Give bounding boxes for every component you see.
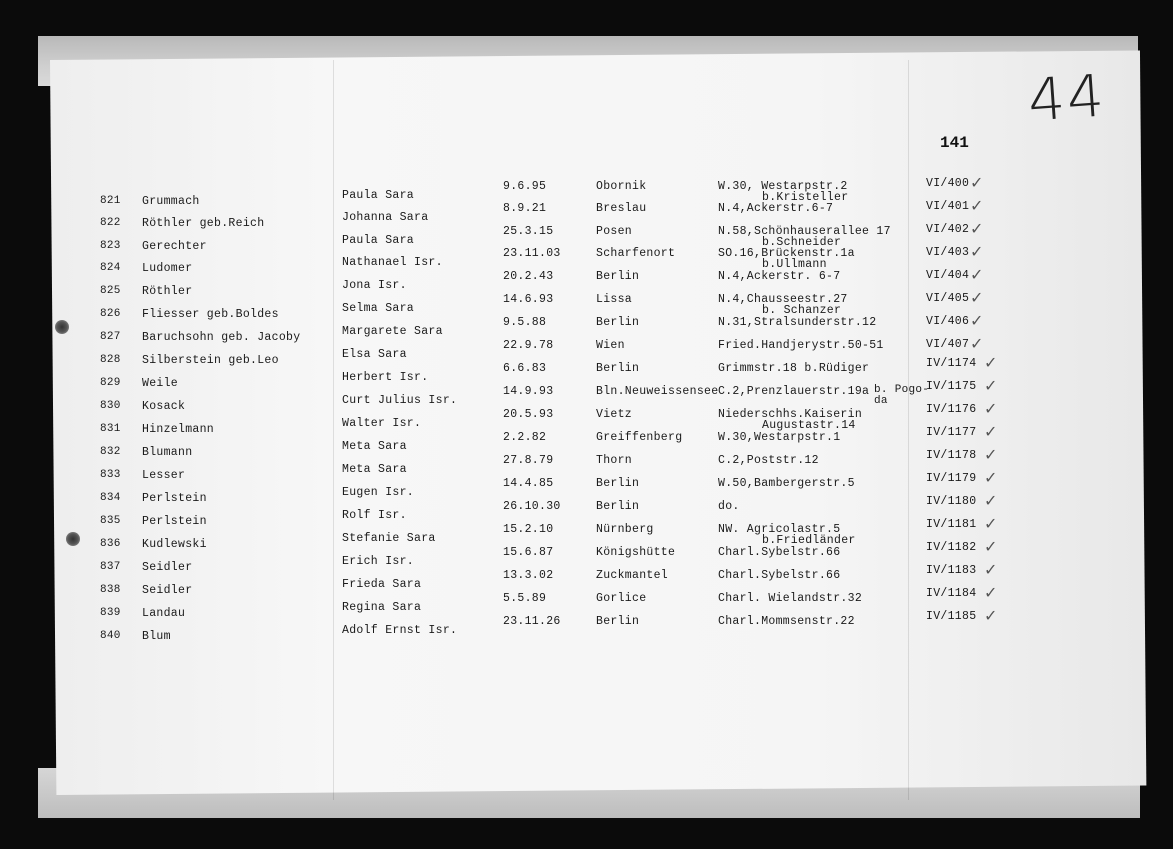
- surname-cell: Kudlewski: [142, 538, 207, 551]
- row-number: 831: [100, 423, 121, 435]
- check-mark-icon: ✓: [984, 491, 998, 510]
- surname-cell: Fliesser geb.Boldes: [142, 308, 279, 321]
- address-cell: N.31,Stralsunderstr.12: [718, 316, 877, 329]
- row-number: 832: [100, 446, 121, 458]
- row-number: 839: [100, 607, 121, 619]
- surname-cell: Röthler: [142, 285, 193, 298]
- birth-date-cell: 9.5.88: [503, 316, 547, 329]
- row-number: 821: [100, 195, 121, 207]
- given-name-cell: Erich Isr.: [342, 555, 415, 568]
- address-extra-cell: b.Friedländer: [762, 534, 856, 547]
- birth-place-cell: Gorlice: [596, 592, 647, 605]
- address-extra-cell: b.Kristeller: [762, 191, 849, 204]
- reference-cell: IV/1181: [926, 518, 977, 531]
- given-name-cell: Frieda Sara: [342, 578, 422, 591]
- birth-place-cell: Vietz: [596, 408, 633, 421]
- address-cell: NW. Agricolastr.5: [718, 523, 841, 536]
- reference-cell: IV/1185: [926, 610, 977, 623]
- address-cell: N.4,Chausseestr.27: [718, 293, 848, 306]
- address-cell: Grimmstr.18 b.Rüdiger: [718, 362, 870, 375]
- given-name-cell: Rolf Isr.: [342, 509, 407, 522]
- birth-place-cell: Wien: [596, 339, 625, 352]
- given-name-cell: Nathanael Isr.: [342, 256, 443, 269]
- birth-place-cell: Berlin: [596, 316, 640, 329]
- given-name-cell: Margarete Sara: [342, 325, 443, 338]
- reference-cell: IV/1178: [926, 449, 977, 462]
- birth-date-cell: 25.3.15: [503, 225, 554, 238]
- address-cell: Charl.Mommsenstr.22: [718, 615, 855, 628]
- check-mark-icon: ✓: [970, 288, 984, 307]
- given-name-cell: Adolf Ernst Isr.: [342, 624, 458, 637]
- reference-cell: IV/1176: [926, 403, 977, 416]
- check-mark-icon: ✓: [984, 583, 998, 602]
- given-name-cell: Elsa Sara: [342, 348, 407, 361]
- given-name-cell: Johanna Sara: [342, 211, 429, 224]
- surname-cell: Perlstein: [142, 515, 207, 528]
- address-extra-cell: b.Ullmann: [762, 258, 827, 271]
- given-name-cell: Regina Sara: [342, 601, 422, 614]
- address-extra-cell: b.Schneider: [762, 236, 842, 249]
- row-number: 826: [100, 308, 121, 320]
- check-mark-icon: ✓: [970, 311, 984, 330]
- check-mark-icon: ✓: [970, 242, 984, 261]
- check-mark-icon: ✓: [984, 560, 998, 579]
- given-name-cell: Selma Sara: [342, 302, 415, 315]
- address-cell: N.4,Ackerstr. 6-7: [718, 270, 841, 283]
- row-number: 833: [100, 469, 121, 481]
- birth-place-cell: Königshütte: [596, 546, 676, 559]
- surname-cell: Weile: [142, 377, 179, 390]
- address-cell: C.2,Poststr.12: [718, 454, 819, 467]
- address-cell: Charl. Wielandstr.32: [718, 592, 863, 605]
- row-number: 829: [100, 377, 121, 389]
- birth-place-cell: Bln.Neuweissensee: [596, 385, 719, 398]
- given-name-cell: Herbert Isr.: [342, 371, 429, 384]
- surname-cell: Röthler geb.Reich: [142, 217, 265, 230]
- birth-date-cell: 23.11.26: [503, 615, 561, 628]
- row-number: 824: [100, 262, 121, 274]
- check-mark-icon: ✓: [970, 334, 984, 353]
- surname-cell: Blumann: [142, 446, 193, 459]
- check-mark-icon: ✓: [984, 399, 998, 418]
- check-mark-icon: ✓: [970, 173, 984, 192]
- address-cell: C.2,Prenzlauerstr.19a: [718, 385, 870, 398]
- birth-date-cell: 6.6.83: [503, 362, 547, 375]
- surname-cell: Ludomer: [142, 262, 193, 275]
- check-mark-icon: ✓: [984, 422, 998, 441]
- given-name-cell: Curt Julius Isr.: [342, 394, 458, 407]
- birth-date-cell: 14.9.93: [503, 385, 554, 398]
- row-number: 836: [100, 538, 121, 550]
- given-name-cell: Meta Sara: [342, 463, 407, 476]
- handwritten-folio-number: 44: [1025, 61, 1109, 135]
- birth-date-cell: 20.5.93: [503, 408, 554, 421]
- surname-cell: Baruchsohn geb. Jacoby: [142, 331, 301, 344]
- row-number: 822: [100, 217, 121, 229]
- check-mark-icon: ✓: [984, 468, 998, 487]
- given-name-cell: Paula Sara: [342, 189, 415, 202]
- row-number: 834: [100, 492, 121, 504]
- birth-place-cell: Lissa: [596, 293, 633, 306]
- birth-date-cell: 14.4.85: [503, 477, 554, 490]
- birth-date-cell: 8.9.21: [503, 202, 547, 215]
- reference-cell: IV/1174: [926, 357, 977, 370]
- surname-cell: Blum: [142, 630, 171, 643]
- row-number: 837: [100, 561, 121, 573]
- birth-date-cell: 9.6.95: [503, 180, 547, 193]
- row-number: 825: [100, 285, 121, 297]
- check-mark-icon: ✓: [984, 445, 998, 464]
- address-cell: W.30,Westarpstr.1: [718, 431, 841, 444]
- surname-cell: Silberstein geb.Leo: [142, 354, 279, 367]
- address-cell: Charl.Sybelstr.66: [718, 569, 841, 582]
- surname-cell: Kosack: [142, 400, 186, 413]
- given-name-cell: Paula Sara: [342, 234, 415, 247]
- address-cell: N.4,Ackerstr.6-7: [718, 202, 834, 215]
- reference-cell: IV/1175: [926, 380, 977, 393]
- birth-date-cell: 15.2.10: [503, 523, 554, 536]
- surname-cell: Lesser: [142, 469, 186, 482]
- birth-date-cell: 27.8.79: [503, 454, 554, 467]
- reference-cell: VI/400: [926, 177, 970, 190]
- check-mark-icon: ✓: [970, 196, 984, 215]
- birth-place-cell: Greiffenberg: [596, 431, 683, 444]
- surname-cell: Grummach: [142, 195, 200, 208]
- birth-place-cell: Berlin: [596, 270, 640, 283]
- birth-date-cell: 22.9.78: [503, 339, 554, 352]
- address-cell: Charl.Sybelstr.66: [718, 546, 841, 559]
- birth-place-cell: Thorn: [596, 454, 633, 467]
- birth-place-cell: Zuckmantel: [596, 569, 669, 582]
- address-cell: W.50,Bambergerstr.5: [718, 477, 855, 490]
- reference-cell: IV/1179: [926, 472, 977, 485]
- birth-date-cell: 14.6.93: [503, 293, 554, 306]
- reference-cell: VI/406: [926, 315, 970, 328]
- reference-cell: VI/405: [926, 292, 970, 305]
- birth-place-cell: Posen: [596, 225, 633, 238]
- given-name-cell: Jona Isr.: [342, 279, 407, 292]
- address-cell: do.: [718, 500, 740, 513]
- birth-place-cell: Berlin: [596, 615, 640, 628]
- check-mark-icon: ✓: [970, 265, 984, 284]
- row-number: 830: [100, 400, 121, 412]
- birth-date-cell: 23.11.03: [503, 247, 561, 260]
- birth-date-cell: 26.10.30: [503, 500, 561, 513]
- reference-cell: VI/407: [926, 338, 970, 351]
- given-name-cell: Meta Sara: [342, 440, 407, 453]
- row-number: 840: [100, 630, 121, 642]
- address-overflow-note: b. Pogo- da: [874, 384, 930, 407]
- given-name-cell: Stefanie Sara: [342, 532, 436, 545]
- row-number: 838: [100, 584, 121, 596]
- reference-cell: VI/403: [926, 246, 970, 259]
- surname-cell: Seidler: [142, 584, 193, 597]
- row-number: 827: [100, 331, 121, 343]
- reference-cell: IV/1180: [926, 495, 977, 508]
- birth-date-cell: 2.2.82: [503, 431, 547, 444]
- address-cell: W.30, Westarpstr.2: [718, 180, 848, 193]
- surname-cell: Seidler: [142, 561, 193, 574]
- birth-place-cell: Breslau: [596, 202, 647, 215]
- reference-cell: VI/404: [926, 269, 970, 282]
- reference-cell: IV/1183: [926, 564, 977, 577]
- row-number: 835: [100, 515, 121, 527]
- check-mark-icon: ✓: [984, 514, 998, 533]
- reference-cell: IV/1177: [926, 426, 977, 439]
- address-cell: SO.16,Brückenstr.1a: [718, 247, 855, 260]
- birth-place-cell: Nürnberg: [596, 523, 654, 536]
- reference-cell: VI/401: [926, 200, 970, 213]
- address-cell: Niederschhs.Kaiserin: [718, 408, 863, 421]
- check-mark-icon: ✓: [984, 537, 998, 556]
- birth-place-cell: Berlin: [596, 362, 640, 375]
- check-mark-icon: ✓: [984, 353, 998, 372]
- birth-date-cell: 20.2.43: [503, 270, 554, 283]
- address-cell: N.58,Schönhauserallee 17: [718, 225, 891, 238]
- birth-date-cell: 15.6.87: [503, 546, 554, 559]
- row-number: 823: [100, 240, 121, 252]
- birth-place-cell: Berlin: [596, 500, 640, 513]
- given-name-cell: Eugen Isr.: [342, 486, 415, 499]
- check-mark-icon: ✓: [984, 376, 998, 395]
- birth-date-cell: 13.3.02: [503, 569, 554, 582]
- birth-place-cell: Scharfenort: [596, 247, 676, 260]
- birth-date-cell: 5.5.89: [503, 592, 547, 605]
- birth-place-cell: Obornik: [596, 180, 647, 193]
- row-number: 828: [100, 354, 121, 366]
- check-mark-icon: ✓: [970, 219, 984, 238]
- surname-cell: Hinzelmann: [142, 423, 215, 436]
- address-cell: Fried.Handjerystr.50-51: [718, 339, 884, 352]
- address-extra-cell: Augustastr.14: [762, 419, 856, 432]
- reference-cell: VI/402: [926, 223, 970, 236]
- given-name-cell: Walter Isr.: [342, 417, 422, 430]
- surname-cell: Perlstein: [142, 492, 207, 505]
- reference-cell: IV/1182: [926, 541, 977, 554]
- birth-place-cell: Berlin: [596, 477, 640, 490]
- surname-cell: Gerechter: [142, 240, 207, 253]
- check-mark-icon: ✓: [984, 606, 998, 625]
- reference-cell: IV/1184: [926, 587, 977, 600]
- surname-cell: Landau: [142, 607, 186, 620]
- address-extra-cell: b. Schanzer: [762, 304, 842, 317]
- page-number: 141: [940, 134, 969, 152]
